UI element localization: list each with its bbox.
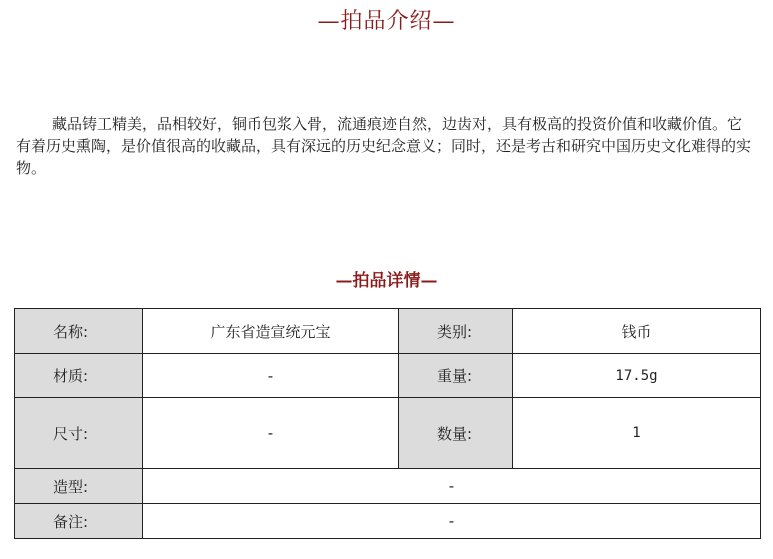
page-title: —拍品介绍— [317,9,456,34]
details-table [14,308,761,539]
label-material: 材质: [15,354,143,398]
label-quantity: 数量: [399,398,513,469]
value-weight: 17.5g [513,354,761,398]
label-category: 类别: [399,309,513,354]
table-row [15,469,761,504]
label-shape: 造型: [15,469,143,504]
label-name: 名称: [15,309,143,354]
value-quantity: 1 [513,398,761,469]
value-name: 广东省造宣统元宝 [143,309,399,354]
value-material: - [143,354,399,398]
table-row [15,354,761,398]
label-weight: 重量: [399,354,513,398]
table-row [15,398,761,469]
label-size: 尺寸: [15,398,143,469]
intro-paragraph: 藏品铸工精美，品相较好，铜币包浆入骨，流通痕迹自然，边齿对，具有极高的投资价值和收藏价值。它有着历史熏陶，是价值很高的收藏品，具有深远的历史纪念意义；同时，还是考古和研究中国历史文化难得的实物。 [16,115,752,177]
label-notes: 备注: [15,504,143,539]
value-category: 钱币 [513,309,761,354]
details-title: —拍品详情— [335,271,438,291]
value-size: - [143,398,399,469]
table-row [15,504,761,539]
table-row [15,309,761,354]
value-shape: - [143,469,761,504]
value-notes: - [143,504,761,539]
